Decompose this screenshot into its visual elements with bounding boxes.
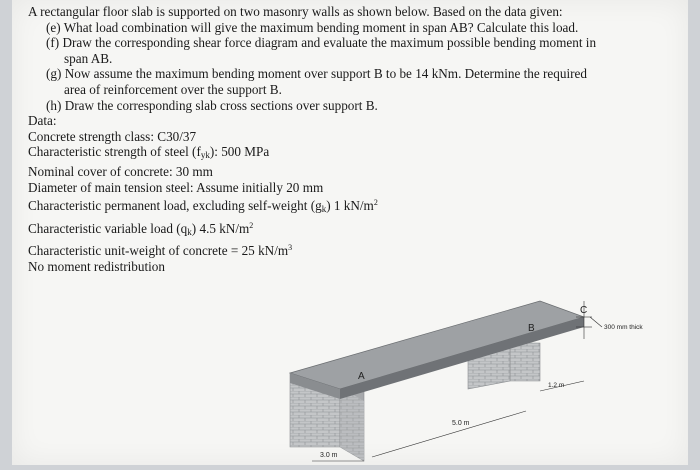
- question-f: [28, 35, 678, 51]
- steel-strength-prefix: Characteristic strength of steel (f: [28, 144, 201, 160]
- nominal-cover: Nominal cover of concrete: 30 mm: [28, 163, 213, 179]
- span-label: 5.0 m: [452, 420, 470, 427]
- variable-load-suffix: ) 4.5 kN/m: [191, 220, 250, 236]
- question-label: (e): [46, 19, 61, 35]
- question-text: Now assume the maximum bending moment over support B to be 14 kNm. Determine the required: [64, 66, 587, 82]
- slab-figure: [272, 295, 692, 465]
- question-text: Draw the corresponding shear force diagram and evaluate the maximum possible bending moment in: [62, 35, 597, 51]
- variable-load-prefix: Characteristic variable load (q: [28, 220, 188, 236]
- question-g: [28, 66, 678, 82]
- variable-load-sup: 2: [249, 220, 254, 230]
- question-label: (f): [46, 35, 60, 51]
- problem-intro: A rectangular floor slab is supported on two masonry walls as shown below. Based on the data given:: [28, 4, 563, 19]
- permanent-load-sub: k: [321, 204, 327, 215]
- question-e: [28, 20, 678, 36]
- document-page: [12, 0, 688, 465]
- steel-strength: [28, 144, 678, 164]
- bar-diameter: Diameter of main tension steel: Assume initially 20 mm: [28, 179, 324, 195]
- question-h: [28, 98, 678, 114]
- permanent-load-prefix: Characteristic permanent load, excluding self-weight (g: [28, 198, 322, 214]
- problem-text: [28, 4, 678, 275]
- label-b: B: [528, 323, 535, 334]
- question-label: (h): [46, 97, 62, 113]
- steel-strength-sub: yk: [200, 150, 210, 161]
- variable-load-sub: k: [187, 226, 192, 237]
- label-a: A: [358, 371, 365, 382]
- label-c: C: [580, 305, 588, 316]
- question-f-continuation: span AB.: [64, 50, 113, 66]
- concrete-class: Concrete strength class: C30/37: [28, 128, 197, 144]
- question-label: (g): [46, 66, 62, 82]
- unit-weight: [28, 240, 678, 259]
- question-text: Draw the corresponding slab cross sections over support B.: [64, 97, 378, 113]
- unit-weight-prefix: Characteristic unit-weight of concrete = 25 kN/m: [28, 243, 289, 259]
- depth-label: 3.0 m: [320, 452, 338, 459]
- unit-weight-sup: 3: [288, 243, 293, 253]
- permanent-load: [28, 195, 678, 218]
- permanent-load-sup: 2: [373, 198, 378, 208]
- question-g-continuation: area of reinforcement over the support B.: [64, 81, 282, 97]
- cantilever-label: 1.2 m: [548, 382, 565, 389]
- permanent-load-suffix: ) 1 kN/m: [326, 198, 374, 214]
- slab-diagram: [272, 295, 692, 465]
- data-heading: Data:: [28, 113, 57, 129]
- steel-strength-suffix: ): 500 MPa: [209, 144, 270, 160]
- thickness-label: 300 mm thick: [604, 324, 643, 331]
- question-text: What load combination will give the maximum bending moment in span AB? Calculate this load.: [63, 19, 579, 35]
- variable-load: [28, 218, 678, 241]
- redistribution: No moment redistribution: [28, 258, 165, 274]
